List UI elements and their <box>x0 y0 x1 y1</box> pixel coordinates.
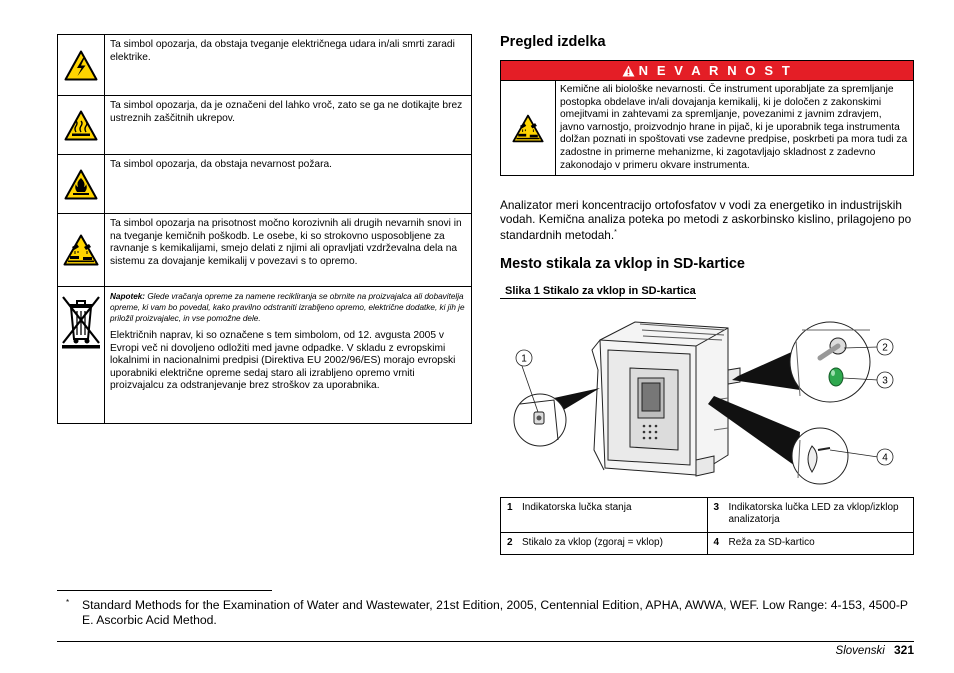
danger-text: Kemične ali biološke nevarnosti. Če instrument uporabljate za spremljanje postopka obdelave in/ali dovajanja kemikalij, ki je določen z zakonskimi omejitvami in zahtevami za spremljanje, povezanimi z javnim zdravjem, javno varnostjo, proizvodnjo hrane in pijač, ki je uporabnik tega instrumenta dolžan poznati in spoštovati vse zadevne predpise, poskrbeti pa mora tudi za zadostne in primerne mehanizme, ki zagotavljajo skladnost z zadevno zakonodajo v primeru okvare instrumenta. <box>560 84 908 171</box>
hot-surface-icon <box>64 110 98 141</box>
symbol-description: Ta simbol opozarja na prisotnost močno korozivnih ali drugih nevarnih snovi in na tveganje kemičnih poškodb. Le osebe, ki so strokovno usposobljene za ravnanje s kemikalijami, smejo delati z njimi ali opravljati vzdrževalna dela na sistemu za dovajanje kemikalij v povezavi s to opremo. <box>105 214 472 287</box>
legend-label: Indikatorska lučka LED za vklop/izklop analizatorja <box>723 498 914 533</box>
callout-beam <box>732 350 800 390</box>
overview-heading: Pregled izdelka <box>500 34 606 50</box>
detail-sd-slot <box>792 428 848 484</box>
danger-notice <box>500 60 914 176</box>
chemical-hazard-icon <box>512 114 544 143</box>
footer-rule <box>57 641 914 642</box>
overview-text: Analizator meri koncentracijo ortofosfatov v vodi za energetiko in industrijskih vodah. Kemična analiza poteka po metodi z askorbinsko kislino, prilagojeno po standardnih metodah. <box>500 198 912 242</box>
note-label: Napotek: <box>110 292 146 301</box>
legend-row <box>501 498 914 533</box>
symbol-description <box>105 287 472 424</box>
symbol-icon-cell <box>58 155 105 214</box>
legend-label: Stikalo za vklop (zgoraj = vklop) <box>516 532 707 554</box>
legend-number: 4 <box>707 532 723 554</box>
detail-power-switch <box>790 322 870 402</box>
footnote <box>66 598 921 628</box>
analyzer-figure <box>500 300 914 490</box>
figure-legend-table <box>500 497 914 555</box>
callout-3-label: 3 <box>882 375 888 387</box>
symbol-description: Ta simbol opozarja, da obstaja tveganje električnega udara in/ali smrti zaradi elektrike. <box>105 35 472 96</box>
corrosive-icon <box>63 234 99 266</box>
note-text: Glede vračanja opreme za namene recikliranja se obrnite na proizvajalca ali dobavitelja opreme, ki vam bo povedal, kako pravilno odstraniti izrabljeno opremo, električne dodatke, ki jih je priložil proizvajalec, in vse pomožne dele. <box>110 292 465 323</box>
electrical-hazard-icon <box>64 50 98 81</box>
footer-language: Slovenski <box>835 645 885 657</box>
legend-label: Indikatorska lučka stanja <box>516 498 707 533</box>
figure-caption: Slika 1 Stikalo za vklop in SD-kartica <box>500 285 696 299</box>
detail-status-light <box>514 394 566 446</box>
weee-crossed-bin-icon <box>58 293 104 349</box>
footnote-rule <box>57 590 272 591</box>
symbol-row <box>58 96 472 155</box>
footnote-text: Standard Methods for the Examination of Water and Wastewater, 21st Edition, 2005, Centennial Edition, APHA, AWWA, WEF. Low Range: 4-153, 4500-P E. Ascorbic Acid Method. <box>82 598 908 627</box>
footnote-ref[interactable]: * <box>614 229 617 236</box>
fire-hazard-icon <box>64 169 98 200</box>
legend-number: 1 <box>501 498 517 533</box>
symbol-description: Ta simbol opozarja, da obstaja nevarnost požara. <box>105 155 472 214</box>
symbol-icon-cell <box>58 96 105 155</box>
legend-label: Reža za SD-kartico <box>723 532 914 554</box>
symbol-row <box>58 214 472 287</box>
callout-1-label: 1 <box>521 353 527 365</box>
danger-icon-cell <box>501 81 556 175</box>
symbol-icon-cell <box>58 35 105 96</box>
danger-header <box>501 61 913 81</box>
callout-2-label: 2 <box>882 342 888 354</box>
symbol-icon-cell <box>58 214 105 287</box>
switch-section-heading: Mesto stikala za vklop in SD-kartice <box>500 256 745 272</box>
danger-title: N E V A R N O S T <box>638 63 793 78</box>
safety-symbols-table <box>57 34 472 424</box>
footnote-mark: * <box>66 598 70 607</box>
weee-text: Električnih naprav, ki so označene s tem simbolom, od 12. avgusta 2005 v Evropi več ni dovoljeno odložiti med javne odpadke. V skladu z evropskimi lokalnimi in nacionalnimi predpisi (Direktiva EU 2002/96/ES) morajo evropski uporabniki električne opreme sedaj staro ali izrabljeno opremo vrniti proizvajalcu za odstranjevanje brez stroškov za uporabnika. <box>110 330 456 392</box>
symbol-description: Ta simbol opozarja, da je označeni del lahko vroč, zato se ga ne dotikajte brez ustreznih zaščitnih ukrepov. <box>105 96 472 155</box>
recycling-note <box>110 291 465 324</box>
legend-number: 3 <box>707 498 723 533</box>
symbol-row <box>58 155 472 214</box>
symbol-row <box>58 287 472 424</box>
page-number: 321 <box>893 643 914 657</box>
warning-triangle-icon <box>622 63 635 82</box>
overview-paragraph <box>500 198 914 242</box>
legend-number: 2 <box>501 532 517 554</box>
symbol-row <box>58 35 472 96</box>
legend-row <box>501 532 914 554</box>
danger-body <box>501 81 913 175</box>
page-footer <box>836 643 914 657</box>
symbol-icon-cell <box>58 287 105 424</box>
callout-4-label: 4 <box>882 452 888 464</box>
